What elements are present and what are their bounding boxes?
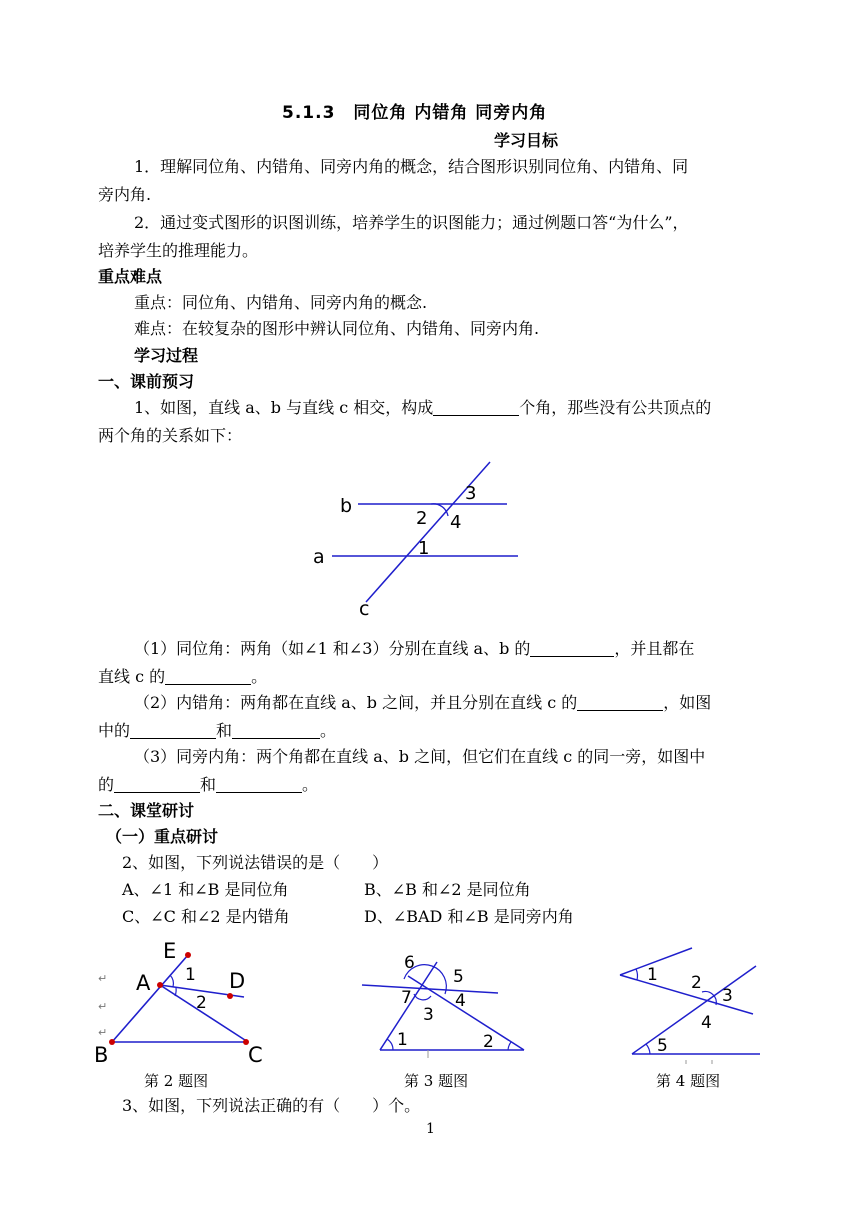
page-number: 1 — [426, 1121, 435, 1137]
objective-2-line-2: 培养学生的推理能力。 — [98, 241, 259, 260]
statement-3b-pre: 的 — [98, 775, 115, 794]
part2-subheading: （一）重点研讨 — [106, 827, 219, 846]
angle-label-2: 2 — [416, 508, 428, 529]
section-key-heading: 重点难点 — [98, 267, 163, 286]
part2-heading: 二、课堂研讨 — [98, 801, 195, 820]
angle-label-2: 2 — [196, 993, 207, 1013]
figure-3-caption: 第 3 题图 — [404, 1072, 469, 1090]
crossing-line — [620, 975, 753, 1014]
question-2: 2、如图，下列说法错误的是（ ） — [122, 853, 389, 872]
statement-2b-pre: 中的 — [98, 721, 131, 740]
angle-label-3: 3 — [465, 483, 477, 504]
angle-arc-5 — [646, 1044, 650, 1054]
statement-2-post: ，如图 — [663, 693, 712, 712]
angle-label-1: 1 — [647, 965, 658, 985]
angle-label-2: 2 — [483, 1032, 494, 1052]
question-1-text-pre: 1、如图，直线 a、b 与直线 c 相交，构成 — [134, 398, 434, 417]
part1-heading: 一、课前预习 — [98, 372, 195, 391]
angle-label-1: 1 — [185, 965, 196, 985]
statement-3b-mid: 和 — [200, 775, 217, 794]
statement-3b-post: 。 — [302, 775, 319, 794]
angle-label-6: 6 — [404, 953, 415, 973]
option-d: D、∠BAD 和∠B 是同旁内角 — [364, 907, 574, 926]
statement-1b-post: 。 — [251, 667, 268, 686]
question-3: 3、如图，下列说法正确的有（ ）个。 — [122, 1096, 421, 1115]
paragraph-mark: ↵ — [98, 1026, 108, 1039]
section-process-heading: 学习过程 — [134, 346, 199, 365]
statement-1b-pre: 直线 c 的 — [98, 667, 166, 686]
figure-2-caption: 第 2 题图 — [144, 1072, 209, 1090]
statement-3-line-1: （3）同旁内角：两个角都在直线 a、b 之间，但它们在直线 c 的同一旁，如图中 — [134, 747, 706, 766]
question-1-text-post: 个角，那些没有公共顶点的 — [519, 398, 712, 417]
label-d: D — [229, 969, 246, 993]
angle-label-3: 3 — [722, 986, 733, 1006]
statement-2b-mid: 和 — [216, 721, 233, 740]
option-c: C、∠C 和∠2 是内错角 — [122, 907, 290, 926]
statement-1-pre: （1）同位角：两角（如∠1 和∠3）分别在直线 a、b 的 — [134, 639, 531, 658]
angle-label-2: 2 — [691, 973, 702, 993]
paragraph-mark: ↵ — [98, 972, 108, 985]
difficulty-point: 难点：在较复杂的图形中辨认同位角、内错角、同旁内角. — [134, 319, 540, 338]
label-e: E — [163, 939, 177, 963]
section-objectives-heading: 学习目标 — [494, 131, 559, 150]
figure-4-caption: 第 4 题图 — [656, 1072, 721, 1090]
angle-arc-1 — [636, 969, 637, 980]
angle-label-3: 3 — [423, 1005, 434, 1025]
label-b: b — [340, 495, 353, 517]
page-title: 5.1.3 同位角 内错角 同旁内角 — [282, 103, 548, 123]
option-b: B、∠B 和∠2 是同位角 — [364, 880, 531, 899]
label-a: A — [136, 971, 151, 995]
angle-label-4: 4 — [450, 512, 462, 533]
label-c: C — [248, 1043, 263, 1067]
statement-2-pre: （2）内错角：两角都在直线 a、b 之间，并且分别在直线 c 的 — [134, 693, 578, 712]
angle-label-4: 4 — [701, 1013, 712, 1033]
label-b: B — [94, 1043, 109, 1067]
objective-1-line-2: 旁内角. — [98, 185, 152, 204]
angle-label-5: 5 — [657, 1036, 668, 1056]
label-a: a — [313, 546, 325, 568]
angle-label-1: 1 — [418, 538, 430, 559]
objective-1-line-1: 1．理解同位角、内错角、同旁内角的概念，结合图形识别同位角、内错角、同 — [134, 157, 689, 176]
option-a: A、∠1 和∠B 是同位角 — [122, 880, 289, 899]
statement-2b-post: 。 — [320, 721, 337, 740]
angle-label-5: 5 — [453, 967, 464, 987]
paragraph-mark: ↵ — [98, 1000, 108, 1013]
statement-1-post: ，并且都在 — [614, 639, 695, 658]
label-c: c — [359, 598, 370, 620]
key-point: 重点：同位角、内错角、同旁内角的概念. — [134, 293, 428, 312]
angle-label-1: 1 — [397, 1030, 408, 1050]
angle-label-7: 7 — [401, 988, 412, 1008]
question-1-line-2: 两个角的关系如下： — [98, 426, 243, 445]
angle-label-4: 4 — [455, 991, 466, 1011]
objective-2-line-1: 2．通过变式图形的识图训练，培养学生的识图能力；通过例题口答“为什么”， — [134, 213, 689, 232]
